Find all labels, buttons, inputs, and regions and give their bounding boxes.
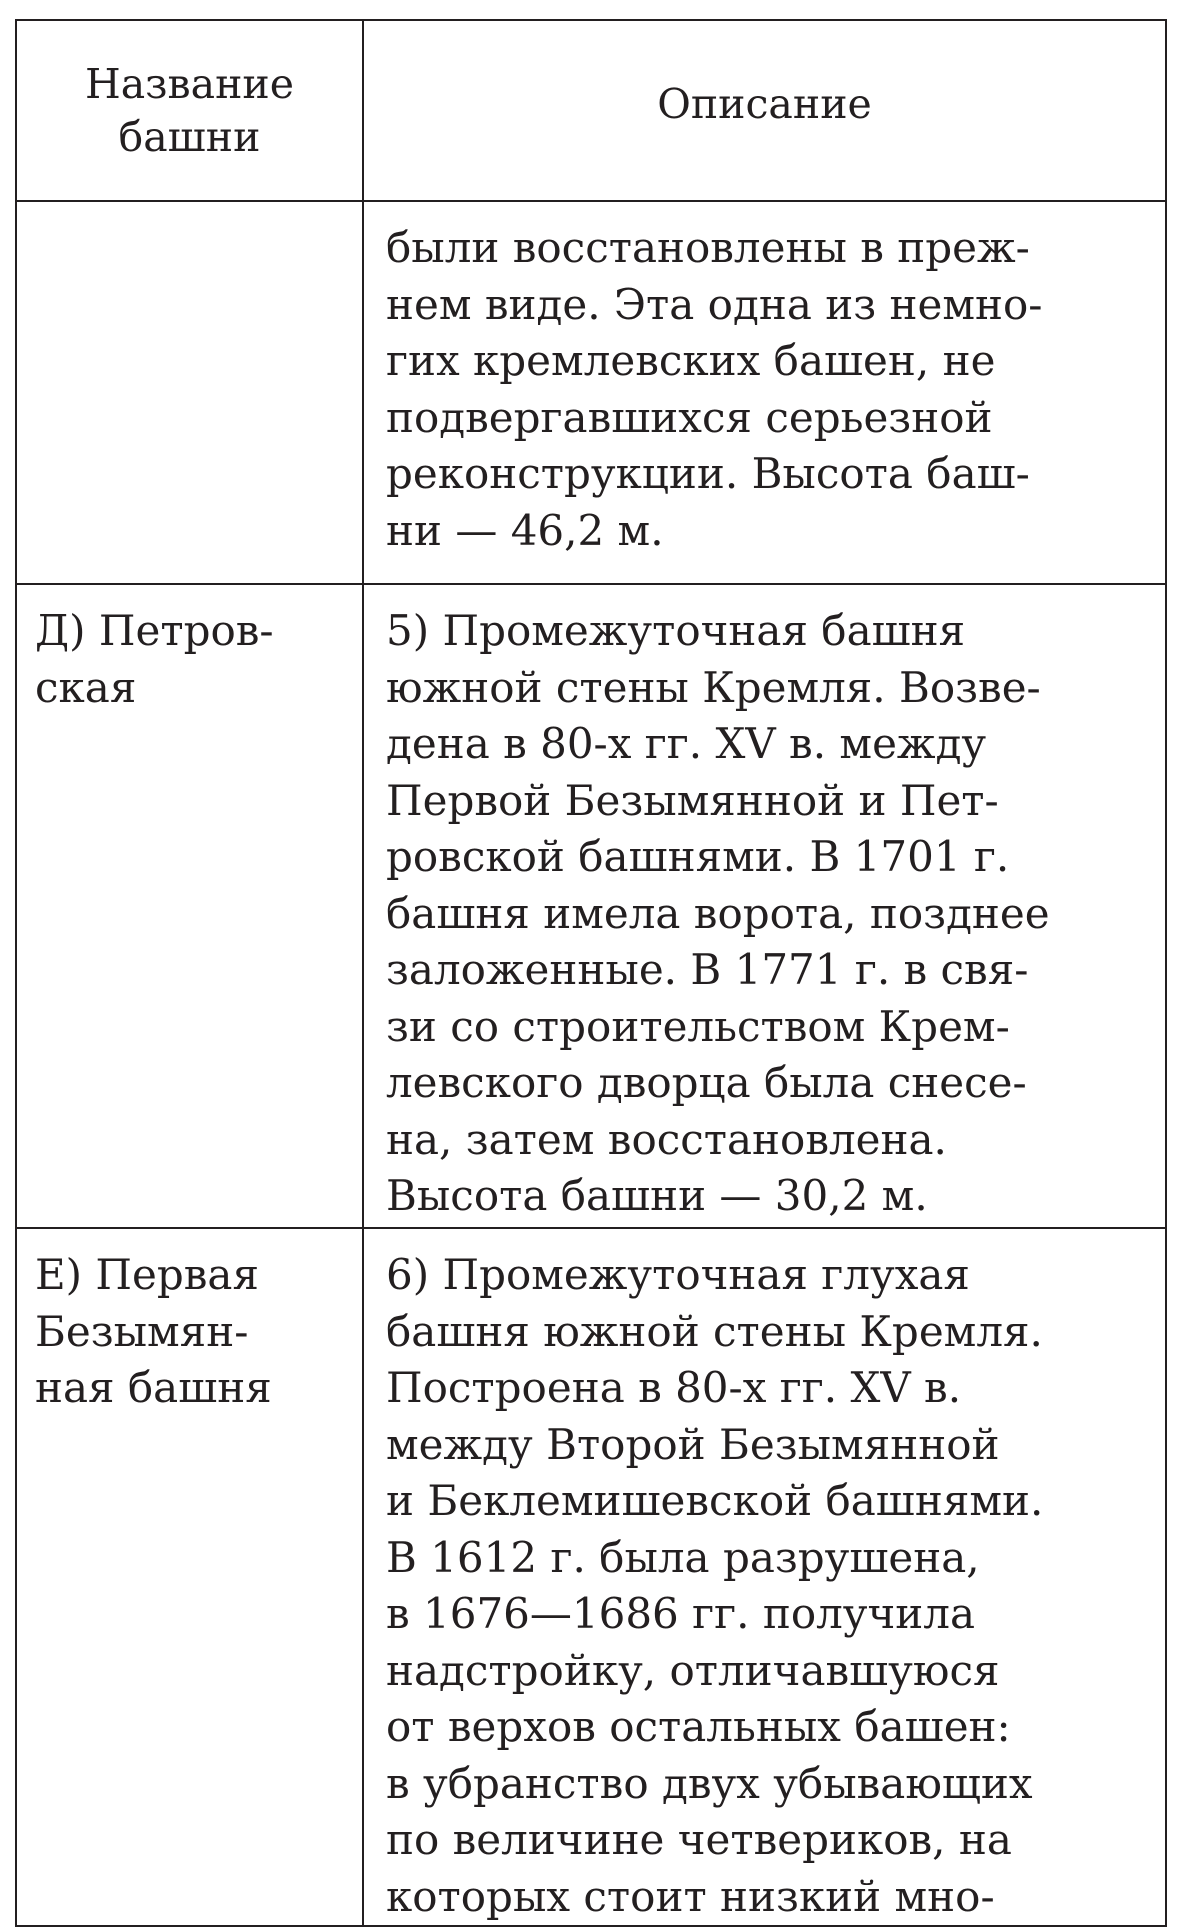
header-name: Название башни [84, 59, 294, 161]
table-row [16, 1228, 1166, 1926]
tower-name-cell [16, 1228, 363, 1926]
tower-description: были восстановлены в преж- нем виде. Эта одна из немно- гих кремлевских башен, не подвергавшихся серьезной реконструкции. Высота баш- ни — 46,2 м. [386, 223, 1043, 555]
table-row [16, 584, 1166, 1228]
tower-description-cell [363, 584, 1166, 1228]
tower-table [15, 19, 1167, 1927]
tower-description-cell [363, 1228, 1166, 1926]
header-name-cell [16, 20, 363, 201]
tower-name: Д) Петров- ская [35, 606, 274, 712]
tower-description-cell [363, 201, 1166, 584]
tower-description: 6) Промежуточная глухая башня южной стены Кремля. Построена в 80-х гг. XV в. между Второй Безымянной и Беклемишевской башнями. В 1612 г. была разрушена, в 1676—1686 гг. получила надстройку, отличавшуюся от верхов остальных башен: в убранство двух убывающих по величине четвериков, на которых стоит низкий мно- [386, 1250, 1044, 1921]
tower-description: 5) Промежуточная башня южной стены Кремля. Возве- дена в 80-х гг. XV в. между Первой Безымянной и Пет- ровской башнями. В 1701 г. башня имела ворота, позднее заложенные. В 1771 г. в свя- зи со строительством Крем- левского дворца была снесе- на, затем восстановлена. Высота башни — 30,2 м. [386, 606, 1050, 1220]
header-row [16, 20, 1166, 201]
tower-name-cell [16, 584, 363, 1228]
header-description: Описание [657, 80, 872, 128]
tower-name: Е) Первая Безымян- ная башня [35, 1250, 272, 1412]
table-row [16, 201, 1166, 584]
tower-name [17, 202, 362, 220]
tower-name-cell [16, 201, 363, 584]
header-description-cell [363, 20, 1166, 201]
